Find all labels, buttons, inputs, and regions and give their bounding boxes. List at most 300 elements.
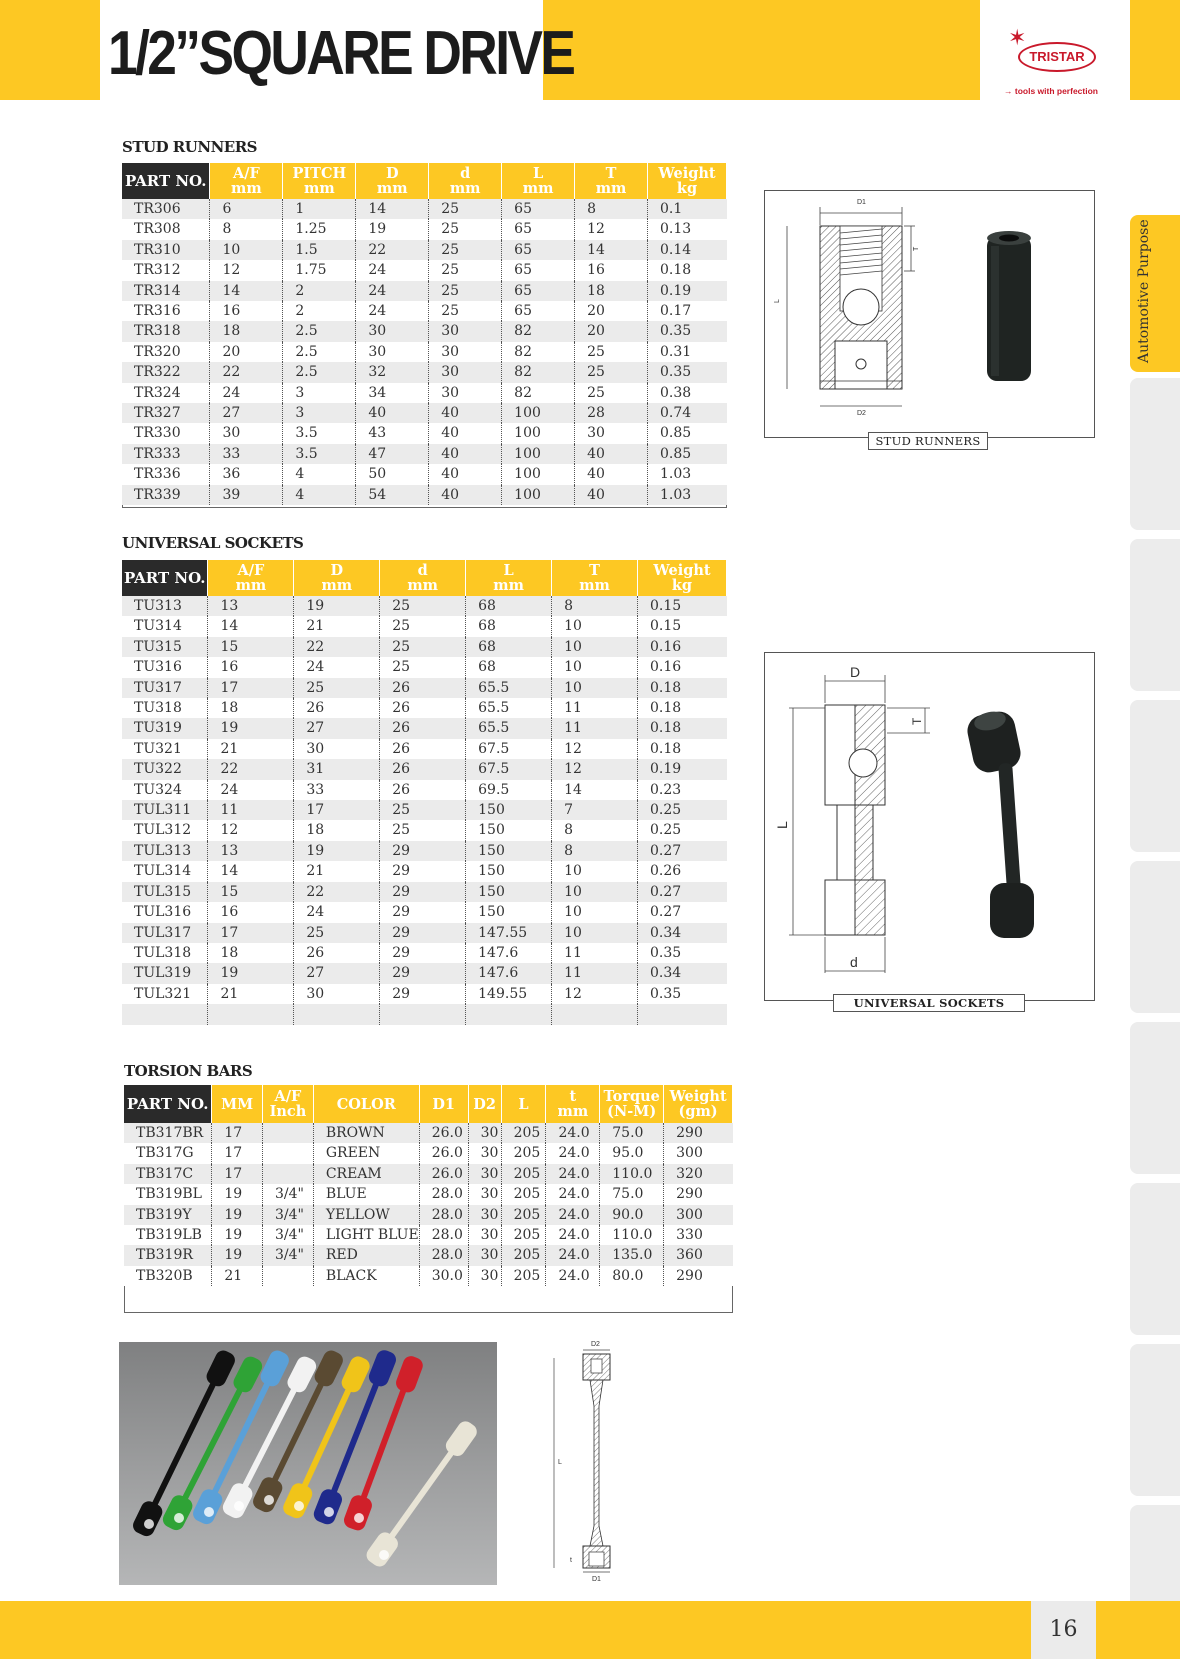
table-cell: 1.25 [283, 219, 356, 239]
column-header [210, 163, 283, 199]
table-cell: 25 [294, 678, 380, 698]
table-cell: 68 [466, 637, 552, 657]
universal-sockets-title: UNIVERSAL SOCKETS [122, 534, 304, 552]
table-cell: 30 [468, 1184, 501, 1204]
table-cell: 20 [575, 301, 648, 321]
table-cell: 40 [575, 464, 648, 484]
table-cell: 0.35 [637, 943, 726, 963]
table-row [122, 923, 727, 943]
table-cell: 0.1 [648, 199, 727, 219]
part-number-cell: TU316 [122, 657, 208, 677]
table-row [122, 984, 727, 1004]
table-cell: 2.5 [283, 342, 356, 362]
table-cell: 10 [552, 923, 638, 943]
part-number-cell: TR327 [122, 403, 210, 423]
table-cell: 28.0 [419, 1225, 468, 1245]
table-row [122, 780, 727, 800]
table-cell: 21 [208, 984, 294, 1004]
table-cell: 0.18 [637, 739, 726, 759]
table-cell: 2.5 [283, 362, 356, 382]
part-number-cell: TB317G [124, 1143, 212, 1163]
part-number-cell: TU313 [122, 596, 208, 616]
part-number-cell: TUL312 [122, 820, 208, 840]
table-cell: 69.5 [466, 780, 552, 800]
part-number-cell: TB317C [124, 1164, 212, 1184]
table-row [122, 240, 727, 260]
table-cell: 27 [294, 963, 380, 983]
l-label: L [774, 821, 790, 829]
t-label: t [570, 1557, 572, 1564]
table-cell: 39 [210, 485, 283, 505]
d2-label: D2 [857, 410, 866, 417]
table-cell: 205 [501, 1164, 546, 1184]
torsion-bar-drawing [540, 1336, 620, 1586]
table-cell: 40 [429, 403, 502, 423]
stud-runner-drawing [765, 191, 1094, 437]
universal-socket-diagram [764, 652, 1095, 1001]
table-cell: 65.5 [466, 698, 552, 718]
column-header-label: D [330, 562, 344, 579]
table-cell: 1.03 [648, 485, 727, 505]
table-cell: 24 [356, 260, 429, 280]
table-row [122, 616, 727, 636]
table-cell: 11 [552, 698, 638, 718]
column-header-unit: kg [671, 577, 693, 594]
table-cell: 0.74 [648, 403, 727, 423]
stud-runners-title: STUD RUNNERS [122, 138, 258, 156]
table-cell: 2.5 [283, 321, 356, 341]
table-cell: 25 [380, 800, 466, 820]
side-tab-2[interactable] [1130, 378, 1180, 530]
column-header-label: PART NO. [123, 568, 206, 587]
table-cell [552, 1004, 638, 1024]
table-cell: 0.18 [637, 678, 726, 698]
table-cell: 50 [356, 464, 429, 484]
table-cell: 22 [356, 240, 429, 260]
column-header-label: Weight [658, 165, 716, 182]
column-header-unit: mm [449, 180, 481, 197]
side-tab-3[interactable] [1130, 539, 1180, 691]
table-row [122, 718, 727, 738]
table-row [122, 383, 727, 403]
d1-label: D1 [857, 199, 866, 206]
table-cell: 36 [210, 464, 283, 484]
table-cell: 11 [208, 800, 294, 820]
part-number-cell: TR324 [122, 383, 210, 403]
table-cell: 25 [429, 199, 502, 219]
table-cell: 205 [501, 1184, 546, 1204]
table-cell: 13 [208, 841, 294, 861]
table-cell [263, 1266, 314, 1286]
table-cell: 10 [552, 882, 638, 902]
table-cell: 67.5 [466, 759, 552, 779]
table-cell: 0.18 [637, 698, 726, 718]
table-cell [466, 1004, 552, 1024]
table-cell: 0.15 [637, 596, 726, 616]
table-cell: 205 [501, 1143, 546, 1163]
table-cell: 19 [208, 963, 294, 983]
part-number-cell: TU315 [122, 637, 208, 657]
table-cell: 1.5 [283, 240, 356, 260]
table-cell: 75.0 [600, 1123, 664, 1143]
table-cell: 18 [208, 698, 294, 718]
universal-socket-drawing [765, 653, 1094, 1000]
table-cell: 25 [429, 219, 502, 239]
table-cell: 40 [429, 464, 502, 484]
table-cell: 30.0 [419, 1266, 468, 1286]
header-band-right [1130, 0, 1180, 100]
side-tab-4[interactable] [1130, 700, 1180, 852]
part-number-cell: TU321 [122, 739, 208, 759]
table-cell: 82 [502, 342, 575, 362]
part-number-cell: TR312 [122, 260, 210, 280]
table-cell: BLUE [313, 1184, 419, 1204]
d2-label: D2 [591, 1341, 600, 1348]
side-tab-8[interactable] [1130, 1344, 1180, 1496]
column-header-unit: kg [676, 180, 698, 197]
table-cell: 82 [502, 362, 575, 382]
table-cell: 0.18 [648, 260, 727, 280]
side-tab-automotive[interactable] [1130, 215, 1180, 372]
table-cell: 67.5 [466, 739, 552, 759]
column-header [122, 163, 210, 199]
table-cell: 75.0 [600, 1184, 664, 1204]
t-label: T [910, 717, 924, 725]
table-cell: 12 [552, 759, 638, 779]
table-cell: LIGHT BLUE [313, 1225, 419, 1245]
table-cell: 2 [283, 301, 356, 321]
table-row [122, 301, 727, 321]
table-cell: 30 [294, 984, 380, 1004]
table-cell: 0.18 [637, 718, 726, 738]
column-header [468, 1085, 501, 1123]
table-cell: 26 [294, 943, 380, 963]
part-number-cell [122, 1004, 208, 1024]
column-header-label: PART NO. [124, 171, 207, 190]
header-band-middle [543, 0, 980, 100]
table-cell: 10 [552, 902, 638, 922]
table-cell [294, 1004, 380, 1024]
table-header-row [122, 560, 727, 596]
table-cell: 22 [294, 637, 380, 657]
table-cell: 3/4" [263, 1225, 314, 1245]
table-cell: 8 [210, 219, 283, 239]
universal-sockets-caption: UNIVERSAL SOCKETS [833, 994, 1025, 1012]
table-row [122, 820, 727, 840]
table-cell: 25 [380, 616, 466, 636]
table-cell: BROWN [313, 1123, 419, 1143]
table-cell: 205 [501, 1245, 546, 1265]
column-header [664, 1085, 733, 1123]
table-cell: 150 [466, 841, 552, 861]
table-cell: 30 [429, 362, 502, 382]
table-cell: 0.14 [648, 240, 727, 260]
table-cell: 30 [468, 1123, 501, 1143]
table-cell: 24.0 [546, 1205, 600, 1225]
table-cell: 32 [356, 362, 429, 382]
t-label: T [913, 246, 920, 251]
table-cell: 29 [380, 984, 466, 1004]
brand-logo [998, 26, 1118, 98]
table-cell: 68 [466, 596, 552, 616]
table-cell: 205 [501, 1205, 546, 1225]
table-cell: 19 [294, 596, 380, 616]
part-number-cell: TR316 [122, 301, 210, 321]
column-header-label: D2 [473, 1095, 496, 1113]
part-number-cell: TUL316 [122, 902, 208, 922]
table-cell: 100 [502, 403, 575, 423]
table-cell: 65 [502, 281, 575, 301]
table-row [122, 362, 727, 382]
table-cell: 12 [552, 984, 638, 1004]
table-cell: 25 [575, 383, 648, 403]
table-cell: 24.0 [546, 1143, 600, 1163]
side-tab-5[interactable] [1130, 861, 1180, 1013]
table-cell: 22 [208, 759, 294, 779]
table-cell: 28.0 [419, 1184, 468, 1204]
column-header-unit: mm [376, 180, 408, 197]
table-row [122, 403, 727, 423]
table-row [122, 423, 727, 443]
table-cell: 0.23 [637, 780, 726, 800]
table-row [122, 943, 727, 963]
torsion-bars-illustration [119, 1342, 497, 1585]
table-cell: 40 [575, 485, 648, 505]
table-row [122, 739, 727, 759]
table-cell: 0.19 [637, 759, 726, 779]
table-row [122, 444, 727, 464]
column-header-label: Weight [669, 1088, 727, 1105]
table-row [124, 1245, 733, 1265]
table-row [122, 698, 727, 718]
table-cell: 290 [664, 1123, 733, 1143]
table-cell: 11 [552, 943, 638, 963]
table-cell: 54 [356, 485, 429, 505]
table-cell: 30 [468, 1143, 501, 1163]
table-cell: 150 [466, 800, 552, 820]
table-cell: 30 [429, 342, 502, 362]
table-cell: 15 [208, 637, 294, 657]
column-header-unit: mm [303, 180, 335, 197]
table-cell: 22 [294, 882, 380, 902]
table-cell: 16 [208, 657, 294, 677]
table-cell: 90.0 [600, 1205, 664, 1225]
table-header-row [124, 1085, 733, 1123]
table-cell: 80.0 [600, 1266, 664, 1286]
column-header [419, 1085, 468, 1123]
table-cell: 14 [208, 861, 294, 881]
table-cell: 26 [380, 739, 466, 759]
column-header-unit: mm [522, 180, 554, 197]
column-header-unit: mm [231, 180, 262, 197]
table-cell: 0.26 [637, 861, 726, 881]
table-cell: 29 [380, 902, 466, 922]
torsion-bars-table [124, 1085, 733, 1286]
table-cell [637, 1004, 726, 1024]
table-cell: 30 [429, 383, 502, 403]
table-cell: 31 [294, 759, 380, 779]
table-cell: 0.25 [637, 800, 726, 820]
table-cell: 16 [210, 301, 283, 321]
table-cell: 19 [356, 219, 429, 239]
table-cell: 26 [380, 678, 466, 698]
table-cell: 10 [552, 637, 638, 657]
stud-runners-table [122, 163, 727, 505]
table-row [122, 199, 727, 219]
table-cell [263, 1123, 314, 1143]
column-header-unit: mm [321, 577, 353, 594]
table-row [122, 963, 727, 983]
column-header [313, 1085, 419, 1123]
table-cell: 20 [210, 342, 283, 362]
table-cell: 26 [380, 780, 466, 800]
table-cell: 25 [429, 281, 502, 301]
part-number-cell: TB317BR [124, 1123, 212, 1143]
table-row [122, 260, 727, 280]
table-cell: 65 [502, 199, 575, 219]
table-cell: 40 [429, 444, 502, 464]
part-number-cell: TB320B [124, 1266, 212, 1286]
table-cell: 19 [294, 841, 380, 861]
table-row [122, 219, 727, 239]
table-row [122, 678, 727, 698]
table-cell: 30 [468, 1164, 501, 1184]
table-cell: 18 [210, 321, 283, 341]
table-cell: 19 [212, 1225, 263, 1245]
table-cell: 29 [380, 882, 466, 902]
table-row [122, 281, 727, 301]
part-number-cell: TR310 [122, 240, 210, 260]
table-cell: 0.27 [637, 841, 726, 861]
table-cell: 19 [212, 1205, 263, 1225]
table-cell: 19 [212, 1245, 263, 1265]
column-header [575, 163, 648, 199]
table-cell: 14 [575, 240, 648, 260]
column-header [637, 560, 726, 596]
column-header-label: Torque [603, 1088, 660, 1105]
table-cell: 25 [380, 657, 466, 677]
table-cell: 100 [502, 464, 575, 484]
table-cell: 30 [356, 321, 429, 341]
column-header-label: t [569, 1088, 577, 1105]
part-number-cell: TUL321 [122, 984, 208, 1004]
table-cell: 150 [466, 820, 552, 840]
table-cell: 30 [294, 739, 380, 759]
table-row [122, 657, 727, 677]
part-number-cell: TU317 [122, 678, 208, 698]
table-cell: 0.35 [648, 362, 727, 382]
table-cell: 320 [664, 1164, 733, 1184]
table-cell: 0.25 [637, 820, 726, 840]
column-header-unit: mm [557, 1103, 589, 1120]
column-header-unit: mm [407, 577, 439, 594]
table-row [122, 321, 727, 341]
table-row [122, 902, 727, 922]
table-cell: 24 [356, 281, 429, 301]
column-header-label: MM [221, 1095, 254, 1113]
table-cell: 24 [208, 780, 294, 800]
l-label: L [774, 299, 781, 303]
part-number-cell: TR320 [122, 342, 210, 362]
table-cell [208, 1004, 294, 1024]
table-cell: 0.31 [648, 342, 727, 362]
table-cell: 0.85 [648, 444, 727, 464]
table-cell: 3.5 [283, 423, 356, 443]
table-cell: 205 [501, 1225, 546, 1245]
table-cell: 16 [575, 260, 648, 280]
table-cell: 150 [466, 861, 552, 881]
table-cell: 135.0 [600, 1245, 664, 1265]
table-cell: 24.0 [546, 1123, 600, 1143]
table-cell: 40 [429, 485, 502, 505]
table-cell: 3/4" [263, 1205, 314, 1225]
table-cell: 300 [664, 1143, 733, 1163]
table-cell: 28.0 [419, 1205, 468, 1225]
table-cell: 290 [664, 1184, 733, 1204]
table-cell: 30 [575, 423, 648, 443]
table-cell: 10 [552, 616, 638, 636]
table-cell: 30 [356, 342, 429, 362]
table-cell: 290 [664, 1266, 733, 1286]
part-number-cell: TR339 [122, 485, 210, 505]
column-header-label: L [533, 165, 544, 182]
part-number-cell: TB319R [124, 1245, 212, 1265]
table-row [122, 1004, 727, 1024]
table-cell: 147.55 [466, 923, 552, 943]
table-cell: 360 [664, 1245, 733, 1265]
column-header-label: T [605, 165, 617, 182]
table-cell: 29 [380, 923, 466, 943]
table-cell: 147.6 [466, 943, 552, 963]
side-tab-7[interactable] [1130, 1183, 1180, 1335]
table-cell: 0.27 [637, 902, 726, 922]
table-cell: 65 [502, 219, 575, 239]
table-row [122, 596, 727, 616]
table-cell: 22 [210, 362, 283, 382]
column-header-label: COLOR [336, 1095, 396, 1113]
table-row [122, 841, 727, 861]
part-number-cell: TUL319 [122, 963, 208, 983]
table-cell: 4 [283, 485, 356, 505]
table-cell: 12 [208, 820, 294, 840]
table-cell: 20 [575, 321, 648, 341]
table-row [122, 759, 727, 779]
table-cell: 147.6 [466, 963, 552, 983]
table-cell: 14 [210, 281, 283, 301]
column-header-label: A/F [232, 165, 260, 182]
table-cell: 4 [283, 464, 356, 484]
page-title: 1/2”SQUARE DRIVE [108, 19, 574, 88]
column-header-unit: mm [595, 180, 627, 197]
part-number-cell: TR308 [122, 219, 210, 239]
column-header-label: L [518, 1095, 529, 1113]
column-header-unit: mm [235, 577, 267, 594]
d1-label: D1 [592, 1576, 601, 1583]
table-cell: 29 [380, 861, 466, 881]
table-cell: 1 [283, 199, 356, 219]
table-cell: 205 [501, 1123, 546, 1143]
table-row [124, 1184, 733, 1204]
table-row [124, 1123, 733, 1143]
table-cell: 110.0 [600, 1225, 664, 1245]
table-cell: 24.0 [546, 1245, 600, 1265]
table-cell [263, 1143, 314, 1163]
table-cell: 26 [294, 698, 380, 718]
table-cell: 65.5 [466, 678, 552, 698]
side-tab-6[interactable] [1130, 1022, 1180, 1174]
table-row [122, 637, 727, 657]
table-cell: 12 [575, 219, 648, 239]
